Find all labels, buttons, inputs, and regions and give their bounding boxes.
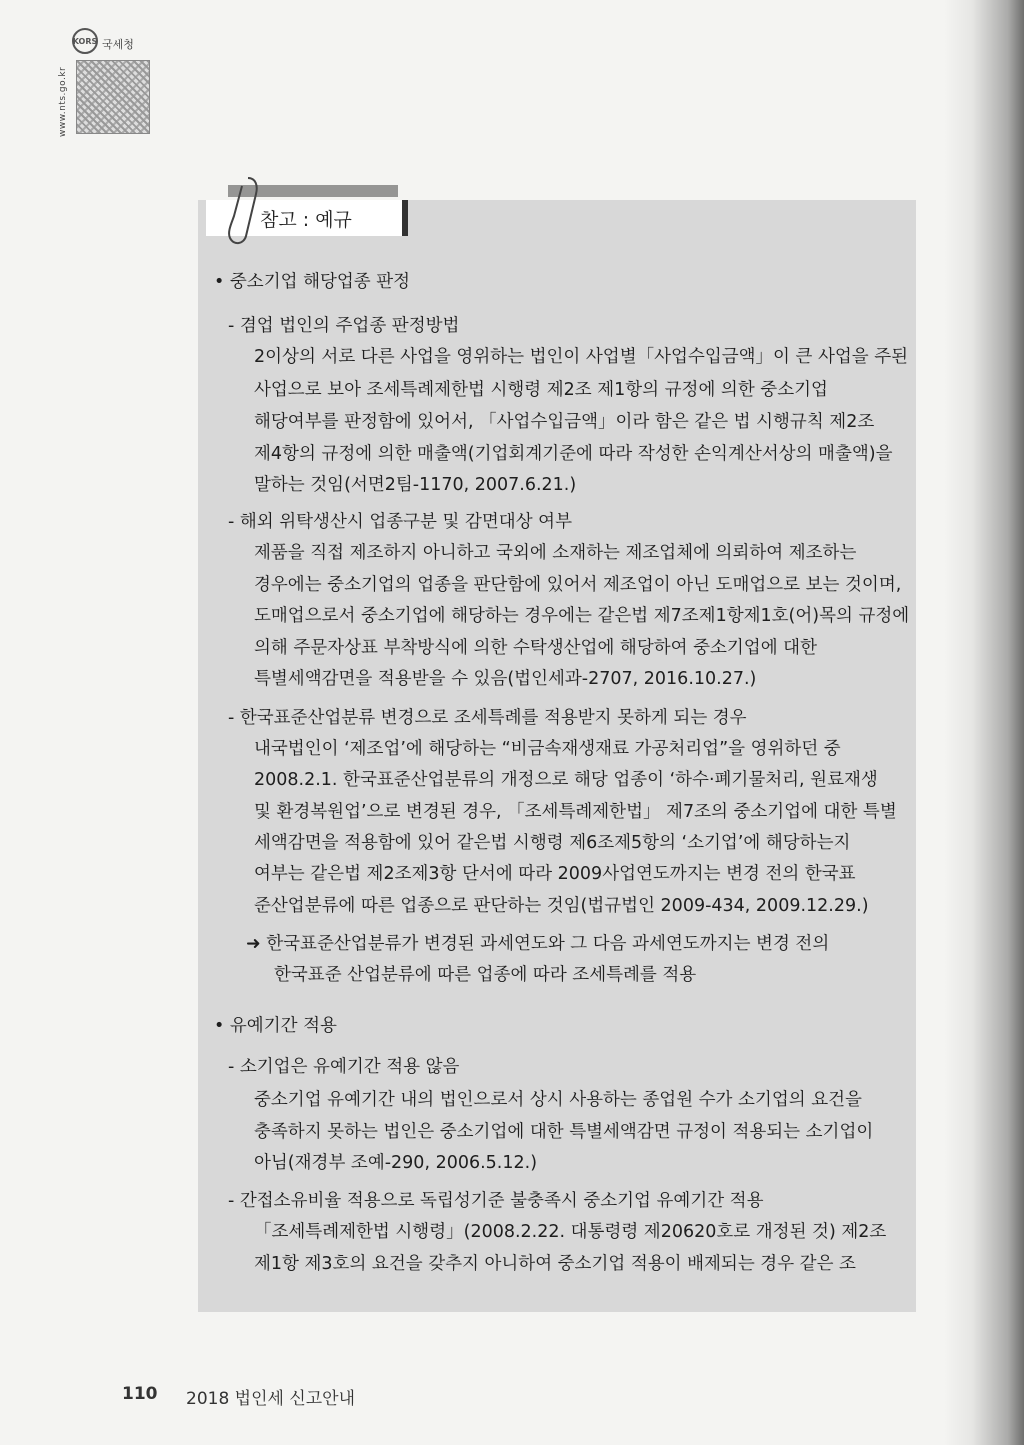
arrow-note-line: ➜ 한국표준산업분류가 변경된 과세연도와 그 다음 과세연도까지는 변경 전의 [246,934,830,954]
section-heading: • 유예기간 적용 [214,1016,337,1036]
body-line: 도매업으로서 중소기업에 해당하는 경우에는 같은법 제7조제1항제1호(어)목의 규정에 [254,606,910,626]
nts-logo-icon: KORS [72,28,98,54]
subheading: - 겸업 법인의 주업종 판정방법 [228,316,460,336]
subheading: - 해외 위탁생산시 업종구분 및 감면대상 여부 [228,512,572,532]
body-line: 중소기업 유예기간 내의 법인으로서 상시 사용하는 종업원 수가 소기업의 요건을 [254,1090,862,1110]
body-line: 해당여부를 판정함에 있어서, 「사업수입금액」이라 함은 같은 법 시행규칙 제2조 [254,412,875,432]
body-line: 「조세특례제한법 시행령」(2008.2.22. 대통령령 제20620호로 개정된 것) 제2조 [254,1222,887,1242]
org-name: 국세청 [102,38,134,51]
body-line: 및 환경복원업’으로 변경된 경우, 「조세특례제한법」 제7조의 중소기업에 대한 특별 [254,802,897,822]
body-line: 충족하지 못하는 법인은 중소기업에 대한 특별세액감면 규정이 적용되는 소기업이 [254,1122,874,1142]
body-line: 2008.2.1. 한국표준산업분류의 개정으로 해당 업종이 ‘하수·폐기물처리, 원료재생 [254,770,878,790]
url-text: www.nts.go.kr [58,66,68,138]
subheading: - 한국표준산업분류 변경으로 조세특례를 적용받지 못하게 되는 경우 [228,708,747,728]
body-line: 세액감면을 적용함에 있어 같은법 시행령 제6조제5항의 ‘소기업’에 해당하는지 [254,833,851,853]
subheading: - 소기업은 유예기간 적용 않음 [228,1057,460,1077]
body-line: 내국법인이 ‘제조업’에 해당하는 “비금속재생재료 가공처리업”을 영위하던 중 [254,739,841,759]
body-line: 2이상의 서로 다른 사업을 영위하는 법인이 사업별「사업수입금액」이 큰 사업을 주된 [254,347,909,367]
body-line: 의해 주문자상표 부착방식에 의한 수탁생산업에 해당하여 중소기업에 대한 [254,638,817,658]
qr-block [58,28,168,138]
page-edge-shadow [944,0,1024,1445]
paperclip-icon [222,172,262,252]
page-number: 110 [122,1384,158,1404]
body-line: 제품을 직접 제조하지 아니하고 국외에 소재하는 제조업체에 의뢰하여 제조하는 [254,543,857,563]
body-line: 사업으로 보아 조세특례제한법 시행령 제2조 제1항의 규정에 의한 중소기업 [254,380,828,400]
body-line: 준산업분류에 따른 업종으로 판단하는 것임(법규법인 2009-434, 2009.12.29.) [254,896,869,916]
section-heading: • 중소기업 해당업종 판정 [214,272,411,292]
book-title: 2018 법인세 신고안내 [186,1389,356,1409]
body-line: 제1항 제3호의 요건을 갖추지 아니하여 중소기업 적용이 배제되는 경우 같은 조 [254,1254,856,1274]
body-line: 특별세액감면을 적용받을 수 있음(법인세과-2707, 2016.10.27.) [254,669,757,689]
subheading: - 간접소유비율 적용으로 독립성기준 불충족시 중소기업 유예기간 적용 [228,1191,764,1211]
arrow-note-line: 한국표준 산업분류에 따른 업종에 따라 조세특례를 적용 [274,965,697,985]
qr-code-icon [76,60,150,134]
body-line: 말하는 것임(서면2팀-1170, 2007.6.21.) [254,475,577,495]
body-line: 경우에는 중소기업의 업종을 판단함에 있어서 제조업이 아닌 도매업으로 보는 것이며, [254,575,902,595]
body-line: 아님(재경부 조예-290, 2006.5.12.) [254,1153,538,1173]
body-line: 여부는 같은법 제2조제3항 단서에 따라 2009사업연도까지는 변경 전의 한국표 [254,864,856,884]
body-line: 제4항의 규정에 의한 매출액(기업회계기준에 따라 작성한 손익계산서상의 매출액)을 [254,444,893,464]
note-label: 참고 : 예규 [260,209,352,231]
